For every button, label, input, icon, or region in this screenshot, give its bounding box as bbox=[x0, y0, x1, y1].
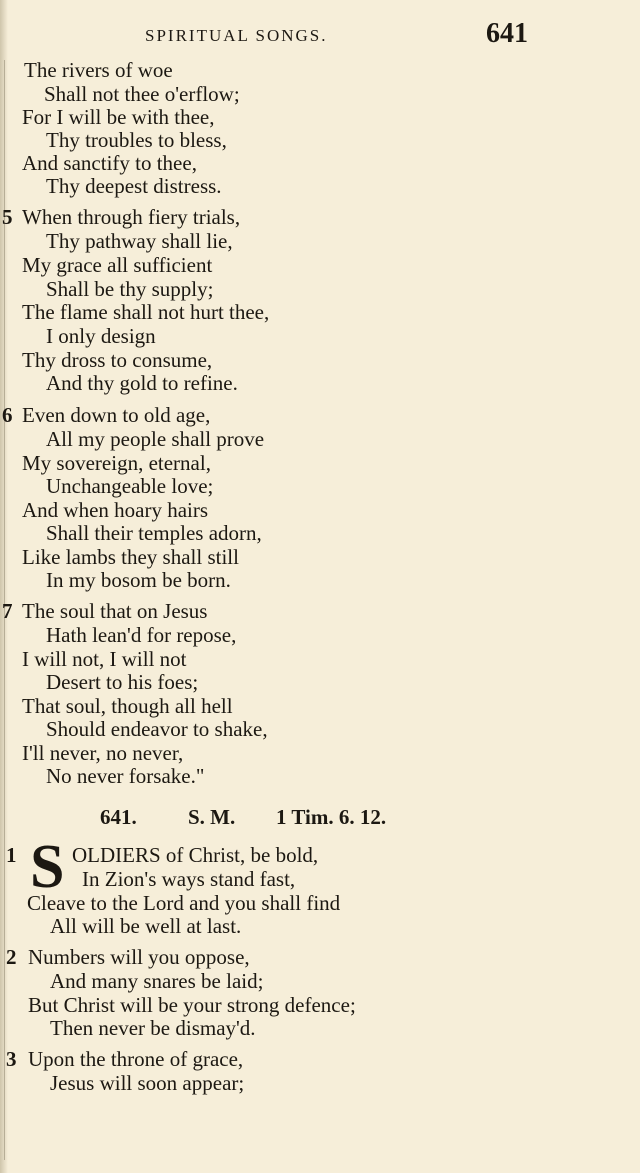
verse-line: No never forsake." bbox=[46, 764, 205, 788]
verse-line: But Christ will be your strong defence; bbox=[28, 993, 356, 1017]
verse-line: Cleave to the Lord and you shall find bbox=[27, 891, 341, 915]
verse-line: My grace all sufficient bbox=[22, 253, 213, 277]
verse-line: And thy gold to refine. bbox=[46, 371, 238, 395]
verse-line: For I will be with thee, bbox=[22, 105, 215, 129]
verse-line: Hath lean'd for repose, bbox=[46, 623, 237, 647]
verse-line: In Zion's ways stand fast, bbox=[82, 867, 296, 891]
verse-line: When through fiery trials, bbox=[22, 205, 241, 229]
verse-line: Thy deepest distress. bbox=[46, 174, 222, 198]
verse-line: The flame shall not hurt thee, bbox=[22, 300, 270, 324]
stanza-number: 2 bbox=[6, 945, 17, 969]
stanza-number: 7 bbox=[2, 599, 13, 623]
verse-line: Like lambs they shall still bbox=[22, 545, 239, 569]
stanza-number: 3 bbox=[6, 1047, 17, 1071]
verse-line: Thy dross to consume, bbox=[22, 348, 213, 372]
verse-line: Shall be thy supply; bbox=[46, 277, 214, 301]
hymn-number: 641. bbox=[100, 805, 137, 829]
drop-cap: S bbox=[30, 833, 65, 901]
verse-line: And many snares be laid; bbox=[50, 969, 264, 993]
verse-line: The soul that on Jesus bbox=[22, 599, 208, 623]
verse-line: The rivers of woe bbox=[24, 58, 173, 82]
verse-line: And when hoary hairs bbox=[22, 498, 209, 522]
verse-line: Jesus will soon appear; bbox=[50, 1071, 245, 1095]
verse-line: Then never be dismay'd. bbox=[50, 1016, 256, 1040]
running-head: SPIRITUAL SONGS. bbox=[145, 26, 328, 45]
verse-line: OLDIERS of Christ, be bold, bbox=[72, 843, 319, 867]
verse-line: Should endeavor to shake, bbox=[46, 717, 268, 741]
stanza-number: 1 bbox=[6, 843, 17, 867]
page-header bbox=[0, 18, 640, 58]
verse-line: And sanctify to thee, bbox=[22, 151, 197, 175]
stanza-number: 6 bbox=[2, 403, 13, 427]
hymn-scripture: 1 Tim. 6. 12. bbox=[276, 805, 387, 829]
verse-line: In my bosom be born. bbox=[46, 568, 231, 592]
verse-line: I'll never, no never, bbox=[22, 741, 184, 765]
verse-line: All my people shall prove bbox=[46, 427, 265, 451]
verse-line: Unchangeable love; bbox=[46, 474, 214, 498]
verse-line: Even down to old age, bbox=[22, 403, 211, 427]
verse-line: Thy troubles to bless, bbox=[46, 128, 227, 152]
stanza-number: 5 bbox=[2, 205, 13, 229]
verse-line: I will not, I will not bbox=[22, 647, 187, 671]
verse-line: Numbers will you oppose, bbox=[28, 945, 250, 969]
hymn-meter: S. M. bbox=[188, 805, 236, 829]
verse-line: My sovereign, eternal, bbox=[22, 451, 211, 475]
verse-line: That soul, though all hell bbox=[22, 694, 233, 718]
verse-line: Desert to his foes; bbox=[46, 670, 199, 694]
verse-line: Shall their temples adorn, bbox=[46, 521, 262, 545]
hymn-heading bbox=[0, 804, 640, 830]
verse-line: All will be well at last. bbox=[50, 914, 242, 938]
verse-line: Upon the throne of grace, bbox=[28, 1047, 244, 1071]
verse-line: Thy pathway shall lie, bbox=[46, 229, 233, 253]
page-number: 641 bbox=[486, 18, 528, 49]
verse-line: I only design bbox=[46, 324, 156, 348]
verse-line: Shall not thee o'erflow; bbox=[44, 82, 240, 106]
